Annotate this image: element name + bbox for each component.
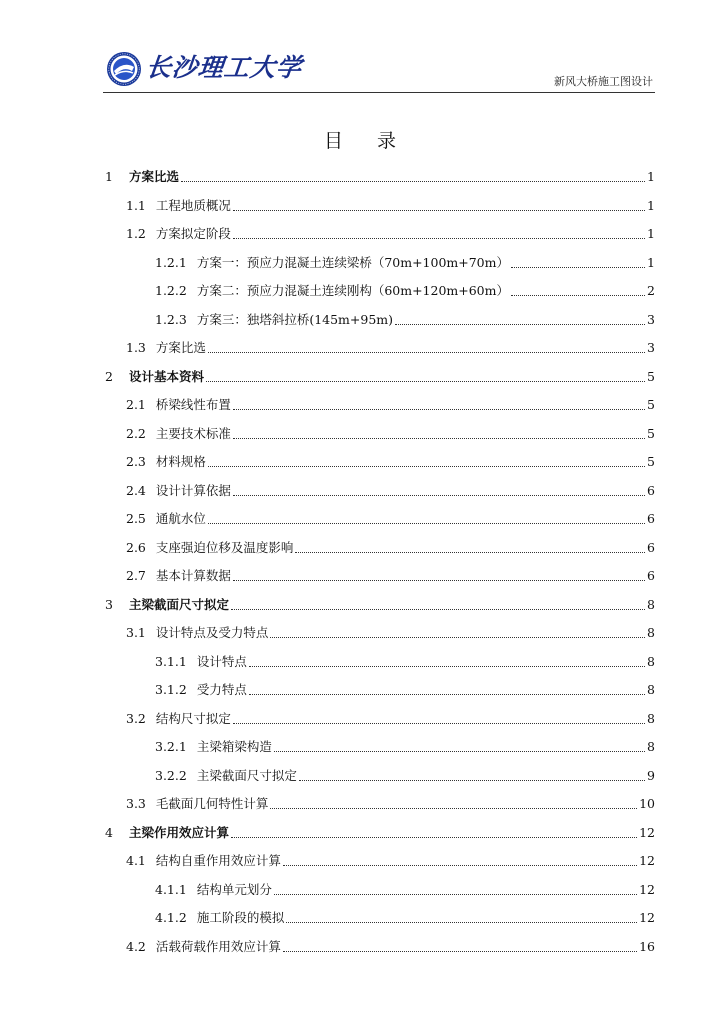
toc-entry-number: 1.2.3 — [155, 311, 187, 327]
toc-entry-number: 2.6 — [126, 539, 146, 555]
toc-entry-number: 4.1.1 — [155, 881, 187, 897]
toc-dot-leader — [181, 180, 645, 182]
toc-entry-label: 主梁截面尺寸拟定 — [196, 767, 297, 783]
toc-entry-page-number: 1 — [647, 197, 655, 213]
toc-entry[interactable] — [155, 244, 655, 272]
toc-entry-number: 3.2 — [126, 710, 146, 726]
toc-dot-leader — [270, 807, 637, 809]
toc-entry-page-number: 9 — [647, 767, 655, 783]
toc-entry-label: 方案比选 — [128, 169, 179, 184]
toc-entry-page-number: 1 — [647, 169, 655, 184]
toc-entry-page-number: 3 — [647, 311, 655, 327]
header-document-title: 新风大桥施工图设计 — [554, 75, 653, 88]
toc-dot-leader — [233, 722, 645, 724]
toc-entry[interactable] — [126, 415, 655, 443]
toc-entry[interactable] — [126, 187, 655, 215]
toc-dot-leader — [231, 836, 637, 838]
toc-entry-page-number: 5 — [647, 397, 655, 412]
toc-entry[interactable] — [155, 757, 655, 785]
toc-entry-label: 方案三：独塔斜拉桥(145m+95m) — [196, 311, 394, 327]
toc-entry-number: 3.1.2 — [155, 682, 187, 697]
toc-entry[interactable] — [155, 728, 655, 756]
toc-dot-leader — [233, 437, 645, 439]
toc-entry[interactable] — [155, 272, 655, 300]
toc-entry-label: 施工阶段的模拟 — [196, 910, 285, 925]
toc-entry-number: 3.1 — [126, 625, 146, 640]
toc-entry-page-number: 6 — [647, 482, 655, 498]
page-header — [103, 46, 655, 93]
toc-entry-number: 4.1.2 — [155, 910, 187, 925]
toc-entry-page-number: 16 — [639, 938, 655, 954]
toc-entry[interactable] — [105, 586, 655, 614]
toc-entry-label: 受力特点 — [196, 682, 247, 697]
toc-entry-label: 主梁作用效应计算 — [128, 824, 229, 840]
toc-entry-label: 桥梁线性布置 — [155, 397, 231, 412]
toc-entry-label: 结构自重作用效应计算 — [155, 853, 281, 868]
toc-entry-label: 材料规格 — [155, 454, 206, 469]
toc-entry-page-number: 12 — [639, 910, 655, 925]
toc-entry-label: 主梁箱梁构造 — [196, 739, 272, 754]
toc-entry[interactable] — [126, 443, 655, 471]
university-logo-text: 长沙理工大学 — [144, 53, 304, 82]
toc-entry-label: 主要技术标准 — [155, 425, 231, 441]
toc-entry[interactable] — [155, 671, 655, 699]
toc-dot-leader — [511, 266, 645, 268]
toc-entry-number: 3.3 — [126, 796, 146, 811]
toc-entry-page-number: 10 — [639, 796, 655, 811]
toc-dot-leader — [283, 950, 637, 952]
toc-entry-page-number: 8 — [647, 710, 655, 726]
toc-dot-leader — [295, 551, 645, 553]
toc-dot-leader — [233, 237, 645, 239]
toc-entry-page-number: 1 — [647, 226, 655, 241]
toc-entry-label: 毛截面几何特性计算 — [155, 796, 269, 811]
toc-entry[interactable] — [155, 899, 655, 927]
toc-entry-number: 3.1.1 — [155, 653, 187, 669]
page-title: 目 录 — [323, 130, 411, 152]
toc-entry[interactable] — [155, 301, 655, 329]
toc-entry[interactable] — [126, 557, 655, 585]
toc-entry-label: 支座强迫位移及温度影响 — [155, 539, 294, 555]
toc-entry-number: 1.1 — [126, 197, 146, 213]
toc-dot-leader — [233, 209, 645, 211]
toc-entry-number: 1 — [105, 169, 113, 184]
toc-entry-page-number: 1 — [647, 254, 655, 270]
toc-entry-label: 方案拟定阶段 — [155, 226, 231, 241]
toc-entry-page-number: 5 — [647, 425, 655, 441]
toc-entry-number: 2.1 — [126, 397, 146, 412]
toc-entry-number: 2.2 — [126, 425, 146, 441]
toc-dot-leader — [270, 636, 645, 638]
toc-entry-number: 2.3 — [126, 454, 146, 469]
toc-dot-leader — [206, 380, 645, 382]
toc-entry-label: 设计基本资料 — [128, 368, 204, 384]
toc-entry-page-number: 2 — [647, 283, 655, 298]
toc-dot-leader — [233, 579, 645, 581]
toc-entry-number: 4.1 — [126, 853, 146, 868]
toc-dot-leader — [208, 465, 645, 467]
toc-dot-leader — [286, 921, 637, 923]
toc-dot-leader — [274, 893, 637, 895]
toc-entry-page-number: 12 — [639, 881, 655, 897]
toc-entry-number: 3 — [105, 596, 113, 612]
toc-entry[interactable] — [105, 158, 655, 186]
toc-entry[interactable] — [126, 614, 655, 642]
toc-entry-number: 1.2.2 — [155, 283, 187, 298]
toc-entry-page-number: 6 — [647, 511, 655, 526]
toc-entry-number: 4 — [105, 824, 113, 840]
toc-entry-label: 方案比选 — [155, 340, 206, 355]
toc-dot-leader — [299, 779, 645, 781]
toc-dot-leader — [233, 494, 645, 496]
toc-entry-page-number: 6 — [647, 568, 655, 583]
toc-entry-label: 方案二：预应力混凝土连续刚构（60m+120m+60m） — [196, 283, 509, 298]
toc-entry[interactable] — [126, 386, 655, 414]
toc-entry-label: 设计特点及受力特点 — [155, 625, 269, 640]
toc-entry-number: 3.2.1 — [155, 739, 187, 754]
toc-dot-leader — [283, 864, 637, 866]
toc-entry-page-number: 8 — [647, 653, 655, 669]
toc-entry[interactable] — [126, 329, 655, 357]
toc-dot-leader — [274, 750, 645, 752]
toc-entry[interactable] — [126, 529, 655, 557]
toc-dot-leader — [233, 408, 645, 410]
toc-entry[interactable] — [155, 643, 655, 671]
toc-entry-label: 结构尺寸拟定 — [155, 710, 231, 726]
toc-entry-number: 2 — [105, 368, 113, 384]
toc-entry-number: 2.5 — [126, 511, 146, 526]
toc-dot-leader — [249, 665, 645, 667]
toc-entry-page-number: 12 — [639, 824, 655, 840]
university-emblem-icon — [106, 51, 142, 87]
toc-entry-label: 方案一：预应力混凝土连续梁桥（70m+100m+70m） — [196, 254, 509, 270]
toc-entry-number: 2.7 — [126, 568, 146, 583]
toc-entry[interactable] — [126, 215, 655, 243]
toc-entry-label: 工程地质概况 — [155, 197, 231, 213]
toc-entry-number: 4.2 — [126, 938, 146, 954]
toc-dot-leader — [395, 323, 645, 325]
toc-entry[interactable] — [155, 871, 655, 899]
toc-entry-page-number: 12 — [639, 853, 655, 868]
toc-dot-leader — [511, 294, 645, 296]
toc-entry[interactable] — [126, 842, 655, 870]
toc-entry-label: 设计特点 — [196, 653, 247, 669]
toc-entry-page-number: 5 — [647, 368, 655, 384]
toc-dot-leader — [208, 351, 645, 353]
toc-entry-number: 1.3 — [126, 340, 146, 355]
toc-entry[interactable] — [126, 472, 655, 500]
toc-entry[interactable] — [126, 928, 655, 956]
toc-entry-page-number: 8 — [647, 739, 655, 754]
toc-entry-page-number: 6 — [647, 539, 655, 555]
toc-entry-number: 3.2.2 — [155, 767, 187, 783]
toc-entry-page-number: 8 — [647, 682, 655, 697]
toc-dot-leader — [249, 693, 645, 695]
toc-entry[interactable] — [126, 700, 655, 728]
toc-entry[interactable] — [126, 500, 655, 528]
toc-entry[interactable] — [126, 785, 655, 813]
toc-entry-label: 基本计算数据 — [155, 568, 231, 583]
toc-entry-number: 2.4 — [126, 482, 146, 498]
toc-entry-number: 1.2.1 — [155, 254, 187, 270]
toc-entry-label: 主梁截面尺寸拟定 — [128, 596, 229, 612]
toc-entry-number: 1.2 — [126, 226, 146, 241]
toc-entry-label: 活载荷载作用效应计算 — [155, 938, 281, 954]
toc-entry-label: 设计计算依据 — [155, 482, 231, 498]
toc-entry-page-number: 5 — [647, 454, 655, 469]
toc-entry-page-number: 8 — [647, 625, 655, 640]
toc-entry[interactable] — [105, 358, 655, 386]
toc-entry-page-number: 8 — [647, 596, 655, 612]
toc-dot-leader — [208, 522, 645, 524]
toc-entry-page-number: 3 — [647, 340, 655, 355]
toc-entry-label: 结构单元划分 — [196, 881, 272, 897]
toc-dot-leader — [231, 608, 645, 610]
toc-entry-label: 通航水位 — [155, 511, 206, 526]
toc-entry[interactable] — [105, 814, 655, 842]
